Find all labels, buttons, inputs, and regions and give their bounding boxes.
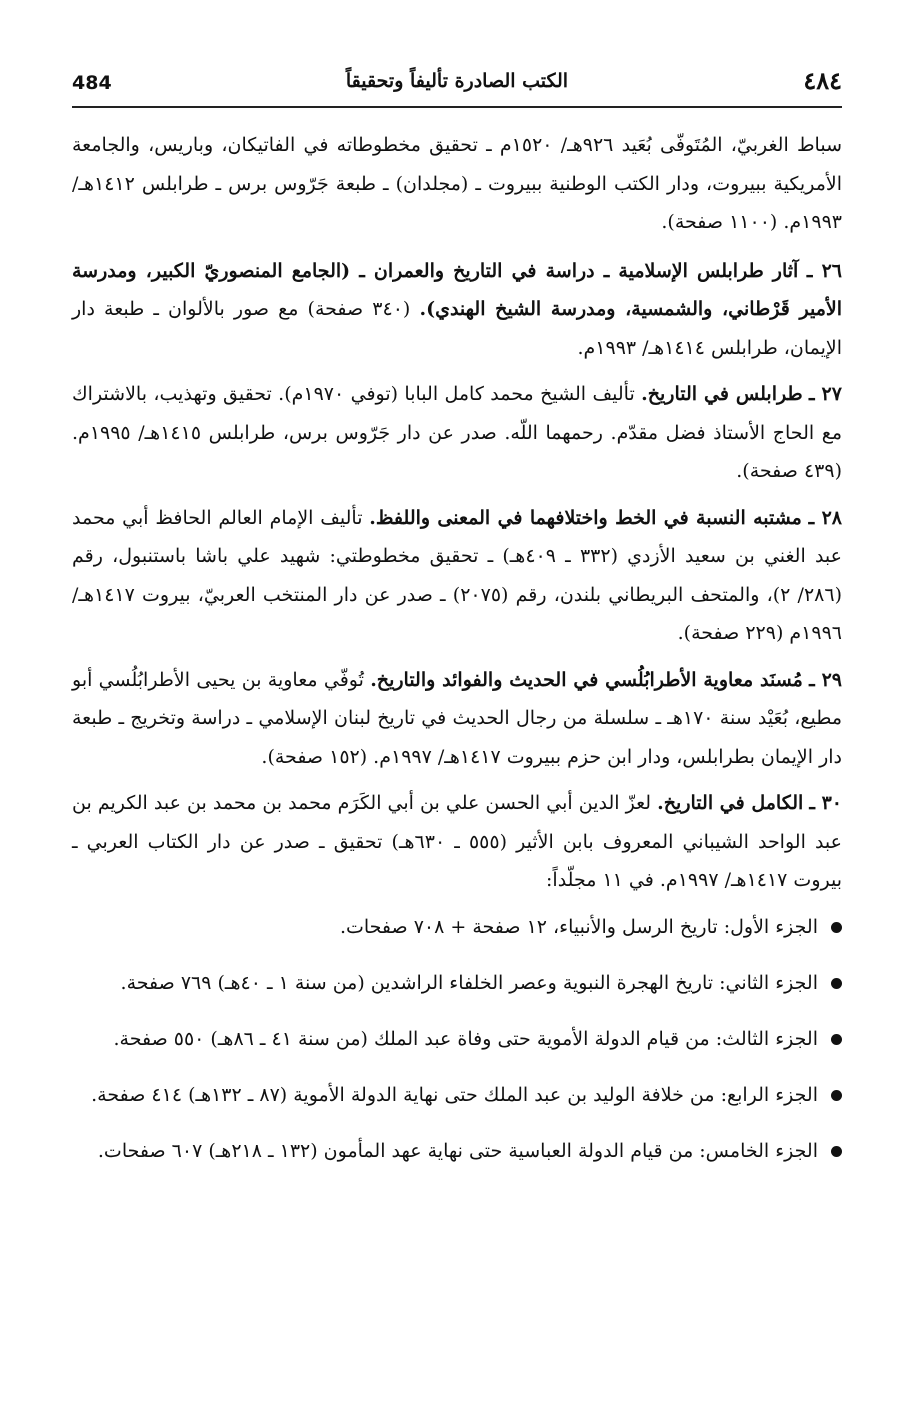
volume-text: الجزء الأول: تاريخ الرسل والأنبياء، ١٢ صفحة + ٧٠٨ صفحات. (339, 915, 818, 938)
entry-26 (72, 252, 842, 368)
list-item (72, 964, 842, 1002)
entry-title: الكامل في التاريخ. (657, 792, 804, 814)
volume-text: الجزء الرابع: من خلافة الوليد بن عبد الملك حتى نهاية الدولة الأموية (٨٧ ـ ١٣٢هـ) ٤١٤ صفحة. (91, 1083, 818, 1106)
entry-title: مشتبه النسبة في الخط واختلافهما في المعنى واللفظ. (369, 506, 802, 529)
entry-28 (72, 499, 842, 653)
list-item (72, 1132, 842, 1170)
bullet-icon (831, 1090, 842, 1101)
entry-body: تأليف الشيخ محمد كامل البابا (توفي ١٩٧٠م). تحقيق وتهذيب، بالاشتراك مع الحاج الأستاذ فضل مقدّم. رحمهما اللّه. صدر عن دار جَرّوس برس، طرابلس ١٤١٥هـ/ ١٩٩٥م. (٤٣٩ صفحة). (72, 383, 842, 482)
entry-body: لعزّ الدين أبي الحسن علي بن أبي الكَرَم محمد بن محمد بن عبد الكريم بن عبد الواحد الشيباني المعروف بابن الأثير (٥٥٥ ـ ٦٣٠هـ) تحقيق ـ صدر عن دار الكتاب العربي ـ بيروت ١٤١٧هـ/ ١٩٩٧م. في ١١ مجلّداً: (72, 792, 842, 891)
list-item (72, 908, 842, 946)
entry-title: آثار طرابلس الإسلامية ـ دراسة في التاريخ والعمران ـ (الجامع المنصوريّ الكبير، ومدرسة الأمير قَرْطاني، والشمسية، ومدرسة الشيخ الهندي). (72, 259, 842, 320)
page-header (72, 62, 842, 102)
entry-number: ٢٦ ـ (806, 259, 842, 282)
bullet-icon (831, 922, 842, 933)
entry-title: مُسنَد معاوية الأطرابُلُسي في الحديث والفوائد والتاريخ. (370, 668, 803, 691)
page-number-latin: 484 (72, 72, 112, 94)
bullet-icon (831, 1034, 842, 1045)
list-item (72, 1076, 842, 1114)
entry-30 (72, 784, 842, 900)
entry-number: ٢٨ ـ (808, 506, 842, 529)
entry-number: ٣٠ ـ (809, 792, 843, 814)
running-title: الكتب الصادرة تأليفاً وتحقيقاً (345, 70, 569, 92)
page-body (72, 126, 842, 1188)
header-rule (72, 106, 842, 108)
entry-title: طرابلس في التاريخ. (641, 383, 803, 405)
entry-29 (72, 661, 842, 777)
entry-number: ٢٧ ـ (809, 383, 842, 405)
entry-body: تُوفّي معاوية بن يحيى الأطرابُلُسي أبو مطيع، بُعَيْد سنة ١٧٠هـ ـ سلسلة من رجال الحديث في تاريخ لبنان الإسلامي ـ دراسة وتخريج ـ طبعة دار الإيمان بطرابلس، ودار ابن حزم ببيروت ١٤١٧هـ/ ١٩٩٧م. (١٥٢ صفحة). (72, 668, 842, 768)
entry-body: (٣٤٠ صفحة) مع صور بالألوان ـ طبعة دار الإيمان، طرابلس ١٤١٤هـ/ ١٩٩٣م. (72, 298, 842, 359)
volume-text: الجزء الخامس: من قيام الدولة العباسية حتى نهاية عهد المأمون (١٣٢ ـ ٢١٨هـ) ٦٠٧ صفحات. (97, 1139, 818, 1162)
list-item (72, 1020, 842, 1058)
volume-text: الجزء الثالث: من قيام الدولة الأموية حتى وفاة عبد الملك (من سنة ٤١ ـ ٨٦هـ) ٥٥٠ صفحة. (113, 1027, 818, 1050)
page-number-arabic: ٤٨٤ (803, 66, 842, 95)
entry-body: تأليف الإمام العالم الحافظ أبي محمد عبد الغني بن سعيد الأزدي (٣٣٢ ـ ٤٠٩هـ) ـ تحقيق مخطوطتي: شهيد علي باشا باستنبول، رقم (٢٨٦/ ٢)، والمتحف البريطاني بلندن، رقم (٢٠٧٥) ـ صدر عن دار المنتخب العربيّ، بيروت ١٤١٧هـ/ ١٩٩٦م (٢٢٩ صفحة). (72, 506, 842, 644)
volume-list (72, 908, 842, 1170)
bullet-icon (831, 978, 842, 989)
volume-text: الجزء الثاني: تاريخ الهجرة النبوية وعصر الخلفاء الراشدين (من سنة ١ ـ ٤٠هـ) ٧٦٩ صفحة. (120, 971, 818, 994)
entry-27 (72, 375, 842, 491)
entry-number: ٢٩ ـ (809, 668, 843, 691)
continuation-paragraph: سباط الغربيّ، المُتَوفّى بُعَيد ٩٢٦هـ/ ١٥٢٠م ـ تحقيق مخطوطاته في الفاتيكان، وباريس، والجامعة الأمريكية ببيروت، ودار الكتب الوطنية ببيروت ـ (مجلدان) ـ طبعة جَرّوس برس ـ طرابلس ١٤١٢هـ/ ١٩٩٣م. (١١٠٠ صفحة). (72, 134, 842, 233)
bullet-icon (831, 1146, 842, 1157)
